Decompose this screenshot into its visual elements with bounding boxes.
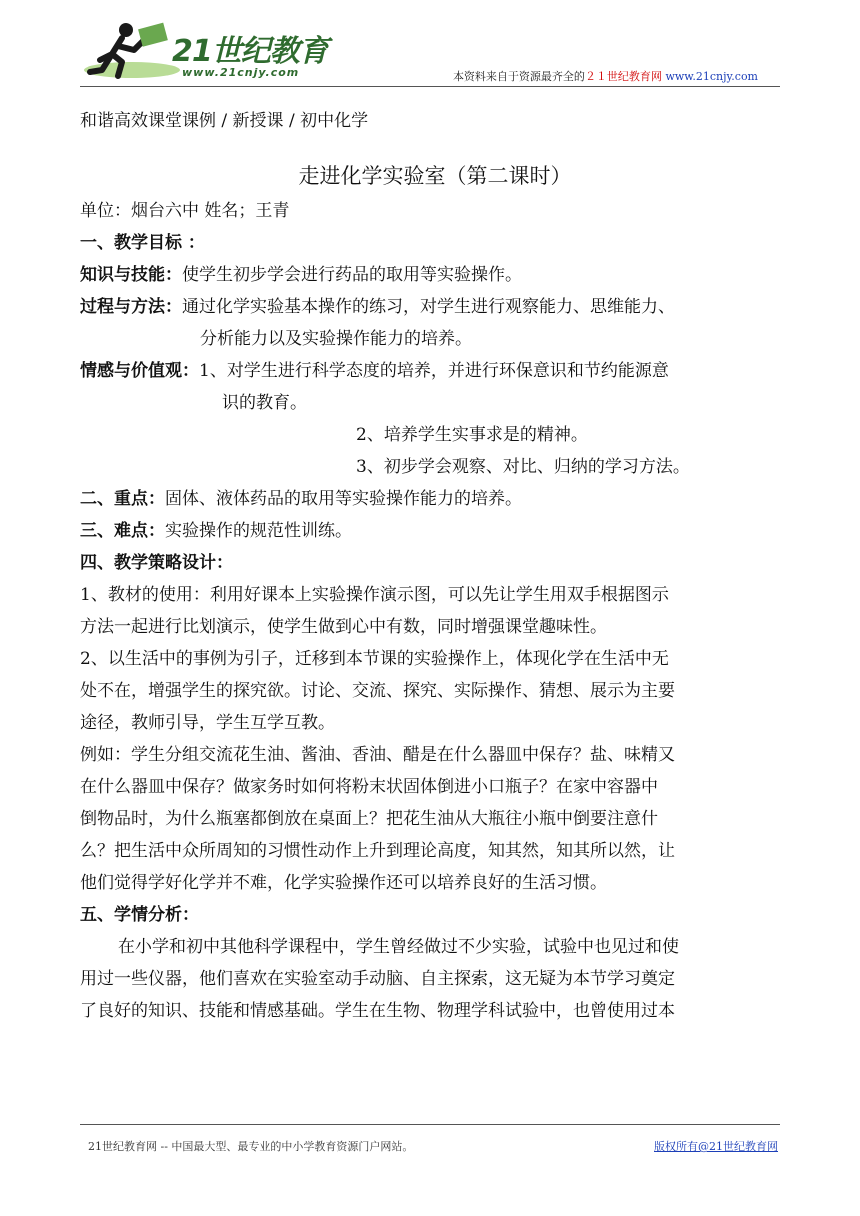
- paragraph-line: 在什么器皿中保存？做家务时如何将粉末状固体倒进小口瓶子？在家中容器中: [80, 777, 658, 797]
- paragraph-line: 他们觉得学好化学并不难，化学实验操作还可以培养良好的生活习惯。: [80, 873, 607, 893]
- author-line: 单位：烟台六中 姓名；王青: [80, 201, 290, 221]
- difficulty: [80, 515, 790, 547]
- footer-left: 21世纪教育网 -- 中国最大型、最专业的中小学教育资源门户网站。: [88, 1140, 414, 1153]
- footer-rule: [80, 1124, 780, 1125]
- objective-label: 知识与技能：: [80, 265, 182, 285]
- breadcrumb: 和谐高效课堂课例 / 新授课 / 初中化学: [80, 111, 369, 131]
- paragraph-line: 途径，教师引导，学生互学互教。: [80, 713, 335, 733]
- objective-label: 情感与价值观：: [80, 361, 199, 381]
- header-note-site: ２１世纪教育网: [584, 70, 662, 83]
- logo-url: www.21cnjy.com: [182, 66, 300, 79]
- section-heading: 五、学情分析：: [80, 905, 199, 925]
- paragraph-line: 了良好的知识、技能和情感基础。学生在生物、物理学科试验中，也曾使用过本: [80, 1001, 675, 1021]
- footer-copyright-link[interactable]: 版权所有@21世纪教育网: [654, 1140, 778, 1153]
- section-text: 固体、液体药品的取用等实验操作能力的培养。: [165, 489, 522, 509]
- page-footer: [88, 1138, 778, 1154]
- objective-process: [80, 291, 790, 323]
- logo-text: 21世纪教育: [172, 34, 328, 69]
- paragraph-line: 么？把生活中众所周知的习惯性动作上升到理论高度，知其然，知其所以然，让: [80, 841, 675, 861]
- logo: [82, 20, 342, 82]
- objective-text: 分析能力以及实验操作能力的培养。: [200, 329, 472, 349]
- section-heading: 一、教学目标 ：: [80, 233, 205, 253]
- objective-text: 3、初步学会观察、对比、归纳的学习方法。: [356, 457, 690, 477]
- header-note-prefix: 本资料来自于资源最齐全的: [452, 70, 585, 83]
- section-text: 实验操作的规范性训练。: [165, 521, 352, 541]
- paragraph-line: 2、以生活中的事例为引子，迁移到本节课的实验操作上，体现化学在生活中无: [80, 649, 669, 669]
- objective-text: 使学生初步学会进行药品的取用等实验操作。: [182, 265, 522, 285]
- header-note-url[interactable]: www.21cnjy.com: [665, 70, 758, 83]
- page-header: [80, 20, 780, 86]
- section-label: 二、重点：: [80, 489, 165, 509]
- objective-text: 通过化学实验基本操作的练习，对学生进行观察能力、思维能力、: [182, 297, 675, 317]
- section-heading: 四、教学策略设计：: [80, 553, 233, 573]
- objective-text: 1、对学生进行科学态度的培养，并进行环保意识和节约能源意: [199, 361, 669, 381]
- header-rule: [80, 86, 780, 87]
- header-note: [453, 68, 758, 84]
- document-body: [80, 105, 790, 1027]
- section-label: 三、难点：: [80, 521, 165, 541]
- objective-label: 过程与方法：: [80, 297, 182, 317]
- paragraph-line: 方法一起进行比划演示，使学生做到心中有数，同时增强课堂趣味性。: [80, 617, 607, 637]
- runner-icon: [82, 20, 182, 82]
- page-title: 走进化学实验室（第二课时）: [298, 164, 572, 188]
- key-point: [80, 483, 790, 515]
- objective-knowledge: [80, 259, 790, 291]
- paragraph-line: 处不在，增强学生的探究欲。讨论、交流、探究、实际操作、猜想、展示为主要: [80, 681, 675, 701]
- objective-text: 2、培养学生实事求是的精神。: [356, 425, 588, 445]
- paragraph-line: 例如：学生分组交流花生油、酱油、香油、醋是在什么器皿中保存？盐、味精又: [80, 745, 675, 765]
- objective-emotion: [80, 355, 790, 387]
- paragraph-line: 在小学和初中其他科学课程中，学生曾经做过不少实验，试验中也见过和使: [118, 937, 679, 957]
- paragraph-line: 1、教材的使用：利用好课本上实验操作演示图，可以先让学生用双手根据图示: [80, 585, 669, 605]
- paragraph-line: 倒物品时，为什么瓶塞都倒放在桌面上？把花生油从大瓶往小瓶中倒要注意什: [80, 809, 658, 829]
- paragraph-line: 用过一些仪器，他们喜欢在实验室动手动脑、自主探索，这无疑为本节学习奠定: [80, 969, 675, 989]
- objective-text: 识的教育。: [222, 393, 307, 413]
